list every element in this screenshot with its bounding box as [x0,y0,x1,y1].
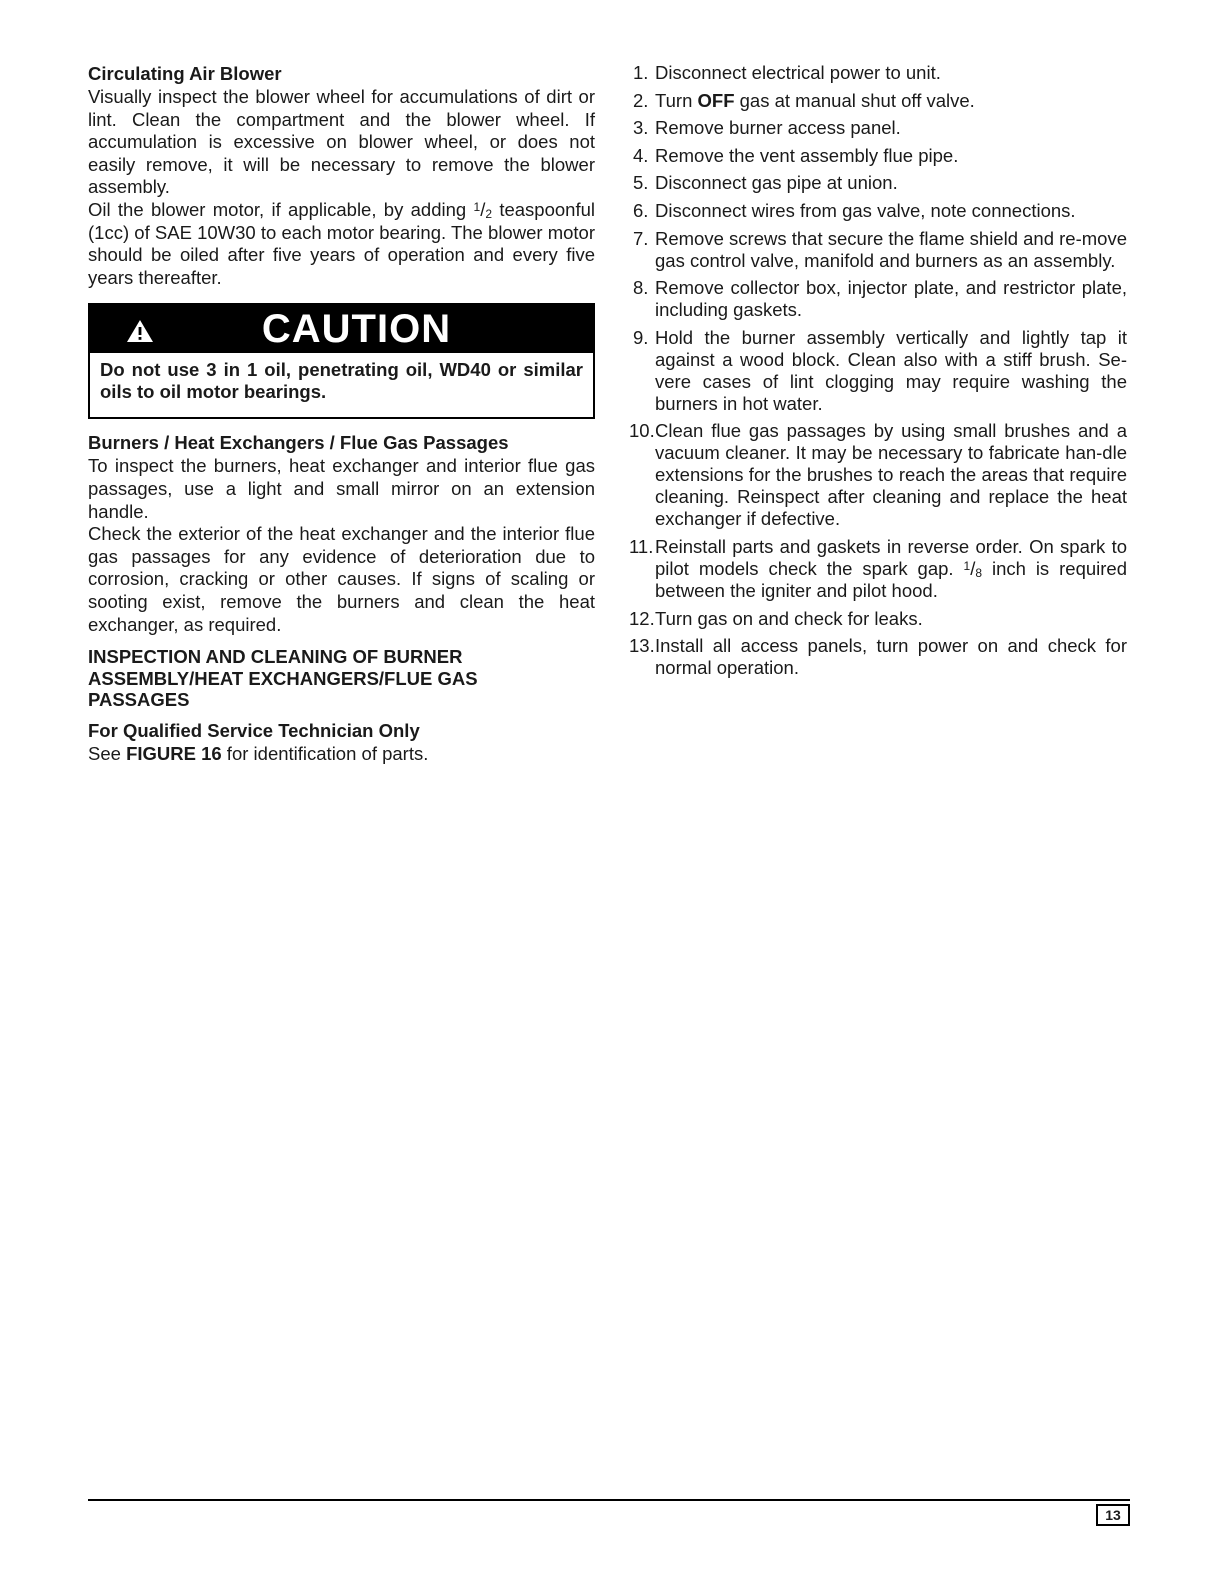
step-number: 6. [633,199,649,221]
list-item [633,172,1127,194]
paragraph-burners-inspect: To inspect the burners, heat exchanger and interior flue gas passages, use a light and small mirror on an extension handle. [88,455,595,522]
step-text: Reinstall parts and gaskets in reverse order. On spark to pilot models check the spark gap. [655,535,1127,579]
paragraph-blower-oil [88,199,595,289]
text: for identification of parts. [221,742,429,764]
left-column [88,62,595,765]
fraction-slash: / [480,198,486,220]
paragraph-see-figure [88,743,595,766]
fraction-numerator: 1 [963,558,971,573]
step-number: 5. [633,172,649,194]
step-number: 12. [629,607,655,629]
fraction-denominator: 2 [485,206,493,221]
fraction-denominator: 8 [975,565,983,580]
step-text: Remove screws that secure the flame shield and re-move gas control valve, manifold and burners as an assembly. [655,227,1127,271]
heading-burners: Burners / Heat Exchangers / Flue Gas Passages [88,432,509,454]
list-item [633,90,1127,112]
steps-list [629,62,1127,679]
list-item [633,62,1127,84]
list-item [629,635,1127,679]
step-number: 3. [633,117,649,139]
right-column [629,62,1127,685]
caution-text: Do not use 3 in 1 oil, penetrating oil, WD40 or similar oils to oil motor bearings. [100,359,583,403]
footer-divider [88,1499,1130,1501]
list-item [633,200,1127,222]
step-text: Clean flue gas passages by using small brushes and a vacuum cleaner. It may be necessary to fabricate han-dle extensions for the brushes to reach the areas that require cleaning. Reinspect after cleaning and replace the heat exchanger if defective. [655,420,1127,530]
fraction-slash: / [970,557,976,579]
heading-inspection-cleaning: INSPECTION AND CLEANING OF BURNER ASSEMBLY/HEAT EXCHANGERS/FLUE GAS PASSAGES [88,646,478,711]
step-number: 8. [633,277,649,299]
step-text: Disconnect gas pipe at union. [655,172,898,194]
text: Oil the blower motor, if applicable, by adding [88,198,474,220]
step-number: 1. [633,62,649,83]
list-item [633,228,1127,272]
page-number: 13 [1096,1504,1130,1526]
heading-circulating-air-blower: Circulating Air Blower [88,63,282,84]
step-text: Remove burner access panel. [655,117,901,139]
step-text: Install all access panels, turn power on and check for normal operation. [655,635,1127,679]
list-item [633,327,1127,415]
step-text: Disconnect electrical power to unit. [655,62,941,83]
step-number: 13. [629,635,655,657]
step-text: Remove the vent assembly flue pipe. [655,144,959,166]
list-item [629,535,1127,602]
step-number: 4. [633,144,649,166]
step-text: Turn [655,89,698,111]
caution-box [88,303,595,419]
paragraph-blower-inspect: Visually inspect the blower wheel for accumulations of dirt or lint. Clean the compartment and the blower wheel. If accumulation is excessive on blower wheel, or does not easily remove, it will be necessary to remove the blower assembly. [88,86,595,198]
caution-title: CAUTION [261,307,452,352]
paragraph-burners-check: Check the exterior of the heat exchanger and the interior flue gas passages for any evidence of deterioration due to corrosion, cracking or other causes. If signs of scaling or sooting exist, remove the burners and clean the heat exchanger, as required. [88,523,595,635]
list-item [633,145,1127,167]
heading-qualified-technician: For Qualified Service Technician Only [88,719,420,741]
step-number: 2. [633,89,649,111]
caution-header [90,305,593,353]
step-text: Disconnect wires from gas valve, note connections. [655,199,1076,221]
step-text: Remove collector box, injector plate, and restrictor plate, including gaskets. [655,277,1127,321]
text: See [88,742,127,764]
step-text: Turn gas on and check for leaks. [655,607,923,629]
step-text: gas at manual shut off valve. [734,89,975,111]
step-emphasis: OFF [697,89,735,111]
step-text: Hold the burner assembly vertically and lightly tap it against a wood block. Clean also with a stiff brush. Se-vere cases of lint clogging may require washing the burners in hot water. [655,326,1127,414]
step-number: 10. [629,420,655,442]
step-number: 7. [633,227,649,249]
list-item [633,117,1127,139]
step-text: inch is required between the igniter and pilot hood. [655,557,1127,601]
text: teaspoonful (1cc) of SAE 10W30 to each motor bearing. The blower motor should be oiled after five years of operation and every five years thereafter. [88,198,595,288]
list-item [629,420,1127,530]
step-number: 11. [629,535,654,557]
list-item [629,607,1127,630]
figure-reference: FIGURE 16 [126,742,222,764]
step-number: 9. [633,326,649,348]
fraction-numerator: 1 [473,199,481,214]
list-item [633,277,1127,321]
